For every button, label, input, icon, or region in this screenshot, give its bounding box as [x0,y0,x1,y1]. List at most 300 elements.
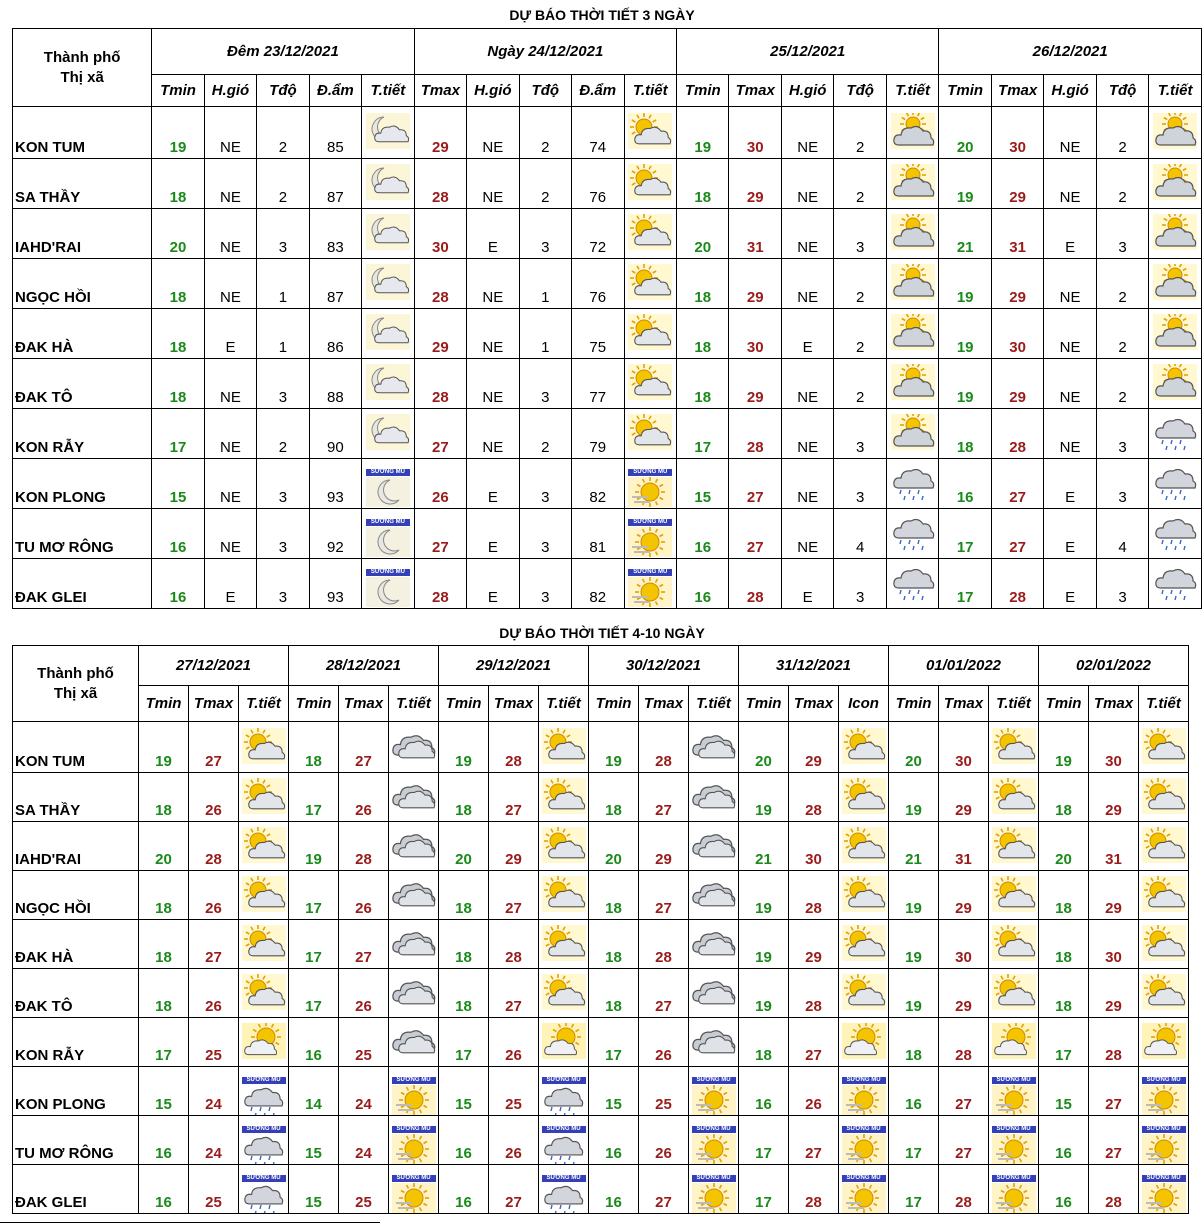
weather-cell [362,409,415,459]
wind-level: 1 [257,259,309,309]
mostly-cloudy-icon [891,112,935,149]
tmin-value: 17 [739,1165,789,1214]
column-header: Tmax [1089,686,1139,722]
night-fog-icon [366,519,410,557]
wind-direction: NE [204,409,256,459]
tmax-value: 26 [189,871,239,920]
weather-cell [1149,359,1202,409]
tmax-value: 27 [489,871,539,920]
wind-direction: NE [1044,159,1096,209]
tmax-value: 24 [339,1116,389,1165]
night-cloudy-icon [366,163,410,200]
tmin-value: 15 [439,1067,489,1116]
city-header: Thành phố Thị xã [13,29,152,107]
wind-direction: NE [467,409,519,459]
tmax-value: 25 [189,1018,239,1067]
weather-cell [989,1116,1039,1165]
tmax-value: 27 [729,459,781,509]
tmin-value: 19 [939,309,991,359]
fog-sun-icon [628,569,672,607]
humidity-value: 93 [309,459,361,509]
partly-cloudy-icon [842,924,886,961]
weather-cell [539,871,589,920]
tmin-value: 16 [677,559,729,609]
fog-sun-icon [392,1126,436,1164]
tmax-value: 31 [1089,822,1139,871]
tmax-value: 28 [729,559,781,609]
tmin-value: 18 [139,773,189,822]
wind-level: 3 [257,459,309,509]
tmax-value: 25 [639,1067,689,1116]
tmax-value: 24 [189,1116,239,1165]
wind-level: 3 [257,209,309,259]
mostly-cloudy-icon [1153,163,1197,200]
city-name: KON RẪY [13,409,152,459]
tmin-value: 21 [889,822,939,871]
light-rain-icon [891,563,935,600]
tmin-value: 20 [439,822,489,871]
wind-level: 2 [1096,309,1148,359]
tmax-value: 29 [939,969,989,1018]
city-header: Thành phố Thị xã [13,646,139,722]
partly-cloudy-icon [842,777,886,814]
humidity-value: 74 [572,107,624,159]
column-header: Tmax [729,75,781,107]
weather-cell [1139,1018,1189,1067]
weather-cell [689,722,739,773]
tmax-value: 27 [489,1165,539,1214]
tmin-value: 18 [739,1018,789,1067]
wind-direction: NE [467,159,519,209]
wind-level: 3 [519,209,571,259]
city-name: ĐAK GLEI [13,1165,139,1214]
weather-cell [839,773,889,822]
tmax-value: 27 [339,722,389,773]
tmax-value: 29 [729,159,781,209]
wind-direction: NE [781,459,833,509]
fog-label: SƯƠNG MÙ [366,469,410,476]
weather-cell [1139,1067,1189,1116]
wind-direction: NE [467,259,519,309]
fog-label: SƯƠNG MÙ [1142,1175,1186,1182]
weather-cell [624,359,677,409]
weather-cell [389,969,439,1018]
column-header: Tmax [991,75,1043,107]
humidity-value: 75 [572,309,624,359]
fog-sun-icon [1142,1077,1186,1115]
weather-cell [839,1018,889,1067]
tmin-value: 17 [889,1165,939,1214]
fog-sun-icon [992,1126,1036,1164]
wind-level: 2 [834,359,886,409]
tmax-value: 27 [1089,1067,1139,1116]
tmax-value: 27 [489,773,539,822]
table-row [13,1067,1189,1116]
column-header: Tmin [739,686,789,722]
mostly-cloudy-icon [891,213,935,250]
partly-cloudy-icon [842,727,886,764]
period-header: Ngày 24/12/2021 [414,29,676,75]
tmin-value: 17 [152,409,204,459]
tmax-value: 29 [991,159,1043,209]
tmin-value: 18 [439,773,489,822]
fog-rain-icon [242,1175,286,1213]
weather-cell [389,1165,439,1214]
cloudy-icon [392,1022,436,1059]
tmax-value: 27 [639,969,689,1018]
weather-cell [239,822,289,871]
tmin-value: 15 [289,1165,339,1214]
weather-cell [539,969,589,1018]
tmax-value: 29 [991,359,1043,409]
tmin-value: 18 [139,969,189,1018]
tmin-value: 19 [139,722,189,773]
tmax-value: 30 [991,309,1043,359]
tmin-value: 15 [677,459,729,509]
fog-rain-icon [242,1077,286,1115]
weather-cell [389,822,439,871]
wind-direction: E [781,559,833,609]
fog-sun-icon [1142,1175,1186,1213]
weather-cell [239,1018,289,1067]
fog-sun-icon [692,1175,736,1213]
column-header: Tmin [289,686,339,722]
tmin-value: 17 [939,509,991,559]
tmin-value: 15 [152,459,204,509]
wind-level: 2 [1096,107,1148,159]
city-name: IAHD'RAI [13,209,152,259]
weather-cell [624,409,677,459]
column-header: Tmin [939,75,991,107]
mostly-cloudy-icon [891,413,935,450]
city-name: KON TUM [13,107,152,159]
tmin-value: 16 [1039,1165,1089,1214]
city-name: KON PLONG [13,459,152,509]
tmin-value: 18 [289,722,339,773]
humidity-value: 86 [309,309,361,359]
wind-level: 2 [519,107,571,159]
tmin-value: 17 [677,409,729,459]
column-header: Tmin [1039,686,1089,722]
cloudy-icon [392,875,436,912]
column-header: H.gió [781,75,833,107]
table-row [13,209,1202,259]
tmax-value: 27 [789,1116,839,1165]
wind-direction: NE [781,209,833,259]
tmin-value: 20 [739,722,789,773]
column-header: Tmin [139,686,189,722]
table-row [13,509,1202,559]
partly-cloudy-icon [628,313,672,350]
tmax-value: 27 [639,1165,689,1214]
tmax-value: 29 [789,722,839,773]
tmin-value: 19 [589,722,639,773]
fog-label: SƯƠNG MÙ [992,1175,1036,1182]
fog-label: SƯƠNG MÙ [842,1175,886,1182]
weather-cell [539,1067,589,1116]
weather-cell [989,722,1039,773]
humidity-value: 93 [309,559,361,609]
tmin-value: 18 [677,309,729,359]
night-fog-icon [366,469,410,507]
tmin-value: 18 [1039,871,1089,920]
tmax-value: 28 [414,359,466,409]
fog-rain-icon [542,1175,586,1213]
tmin-value: 16 [139,1116,189,1165]
cloudy-icon [392,826,436,863]
wind-direction: E [467,559,519,609]
humidity-value: 76 [572,159,624,209]
fog-sun-icon [692,1126,736,1164]
wind-direction: NE [204,259,256,309]
light-rain-icon [891,513,935,550]
partly-cloudy-icon [542,924,586,961]
tmax-value: 28 [489,722,539,773]
city-name: ĐAK TÔ [13,969,139,1018]
city-name: KON RẪY [13,1018,139,1067]
tmin-value: 19 [939,159,991,209]
night-cloudy-icon [366,363,410,400]
city-name: ĐAK HÀ [13,920,139,969]
wind-direction: E [1044,459,1096,509]
weather-cell [389,773,439,822]
tmin-value: 17 [289,969,339,1018]
wind-direction: E [467,459,519,509]
column-header: T.tiết [886,75,939,107]
wind-level: 3 [1096,459,1148,509]
mostly-cloudy-icon [1153,112,1197,149]
wind-level: 1 [519,259,571,309]
fog-sun-icon [1142,1126,1186,1164]
tmax-value: 28 [414,159,466,209]
wind-direction: NE [781,107,833,159]
cloudy-icon [692,924,736,961]
weather-cell [389,871,439,920]
tmax-value: 26 [489,1018,539,1067]
humidity-value: 88 [309,359,361,409]
wind-level: 4 [1096,509,1148,559]
sunny-cloud-icon [992,1022,1036,1059]
tmax-value: 27 [639,871,689,920]
weather-cell [989,1018,1039,1067]
fog-label: SƯƠNG MÙ [242,1175,286,1182]
tmin-value: 18 [589,871,639,920]
wind-direction: E [467,509,519,559]
weather-cell [689,1067,739,1116]
tmin-value: 20 [589,822,639,871]
partly-cloudy-icon [992,973,1036,1010]
wind-direction: NE [1044,309,1096,359]
column-header: T.tiết [689,686,739,722]
weather-cell [1149,107,1202,159]
weather-cell [689,969,739,1018]
fog-label: SƯƠNG MÙ [692,1077,736,1084]
tmin-value: 19 [939,359,991,409]
tmax-value: 30 [1089,920,1139,969]
wind-direction: NE [781,359,833,409]
weather-cell [389,722,439,773]
column-header: Icon [839,686,889,722]
night-cloudy-icon [366,112,410,149]
tmin-value: 18 [152,309,204,359]
table-row [13,159,1202,209]
tmax-value: 27 [414,409,466,459]
light-rain-icon [1153,413,1197,450]
weather-cell [239,920,289,969]
wind-direction: NE [781,409,833,459]
fog-label: SƯƠNG MÙ [542,1077,586,1084]
tmin-value: 21 [739,822,789,871]
wind-level: 3 [834,409,886,459]
tmin-value: 18 [152,259,204,309]
period-header: 27/12/2021 [139,646,289,686]
tmin-value: 18 [439,920,489,969]
cloudy-icon [692,777,736,814]
wind-level: 1 [519,309,571,359]
fog-sun-icon [392,1077,436,1115]
weather-cell [1149,209,1202,259]
column-header: T.tiết [1149,75,1202,107]
weather-cell [689,773,739,822]
column-header: Tmin [677,75,729,107]
humidity-value: 87 [309,159,361,209]
humidity-value: 81 [572,509,624,559]
partly-cloudy-icon [242,924,286,961]
tmax-value: 30 [939,920,989,969]
table-row [13,969,1189,1018]
tmin-value: 16 [939,459,991,509]
period-header: 30/12/2021 [589,646,739,686]
mostly-cloudy-icon [891,263,935,300]
tmax-value: 27 [1089,1116,1139,1165]
tmax-value: 28 [939,1165,989,1214]
weather-cell [239,1165,289,1214]
table-row [13,259,1202,309]
column-header: Tmax [414,75,466,107]
sunny-cloud-icon [542,1022,586,1059]
wind-direction: NE [204,459,256,509]
tmin-value: 16 [1039,1116,1089,1165]
partly-cloudy-icon [842,826,886,863]
city-name: KON TUM [13,722,139,773]
tmax-value: 28 [414,559,466,609]
weather-cell [362,209,415,259]
tmax-value: 25 [339,1165,389,1214]
wind-direction: E [1044,209,1096,259]
tmin-value: 20 [677,209,729,259]
tmax-value: 26 [489,1116,539,1165]
weather-cell [886,159,939,209]
tmax-value: 30 [414,209,466,259]
forecast-4-10-day-table [12,645,1189,1214]
tmin-value: 19 [889,773,939,822]
wind-level: 2 [1096,359,1148,409]
table-row [13,773,1189,822]
fog-label: SƯƠNG MÙ [692,1175,736,1182]
wind-level: 2 [519,409,571,459]
tmin-value: 19 [739,920,789,969]
partly-cloudy-icon [242,777,286,814]
weather-cell [624,159,677,209]
tmin-value: 19 [289,822,339,871]
tmax-value: 30 [939,722,989,773]
wind-level: 3 [1096,409,1148,459]
weather-cell [689,822,739,871]
column-header: T.tiết [389,686,439,722]
humidity-value: 87 [309,259,361,309]
tmax-value: 29 [414,107,466,159]
tmin-value: 16 [677,509,729,559]
humidity-value: 76 [572,259,624,309]
mostly-cloudy-icon [1153,363,1197,400]
partly-cloudy-icon [628,363,672,400]
night-cloudy-icon [366,413,410,450]
weather-cell [989,1165,1039,1214]
fog-label: SƯƠNG MÙ [366,569,410,576]
tmax-value: 27 [414,509,466,559]
tmax-value: 27 [339,920,389,969]
tmax-value: 29 [1089,871,1139,920]
fog-sun-icon [992,1175,1036,1213]
humidity-value: 85 [309,107,361,159]
weather-cell [886,409,939,459]
wind-level: 3 [834,559,886,609]
partly-cloudy-icon [242,727,286,764]
column-header: Tmax [489,686,539,722]
tmin-value: 16 [889,1067,939,1116]
weather-cell [689,920,739,969]
weather-cell [389,1018,439,1067]
period-header: 01/01/2022 [889,646,1039,686]
night-cloudy-icon [366,213,410,250]
weather-cell [886,209,939,259]
wind-level: 2 [834,259,886,309]
weather-cell [886,509,939,559]
weather-cell [539,722,589,773]
wind-direction: NE [467,359,519,409]
tmin-value: 16 [289,1018,339,1067]
tmax-value: 27 [729,509,781,559]
column-header: T.tiết [362,75,415,107]
tmax-value: 28 [639,920,689,969]
weather-cell [624,559,677,609]
tmax-value: 29 [1089,773,1139,822]
wind-level: 3 [1096,559,1148,609]
column-header: Tđộ [834,75,886,107]
tmin-value: 18 [589,969,639,1018]
night-cloudy-icon [366,313,410,350]
tmin-value: 19 [739,969,789,1018]
tmin-value: 15 [589,1067,639,1116]
tmax-value: 28 [1089,1165,1139,1214]
wind-level: 1 [257,309,309,359]
tmin-value: 18 [677,259,729,309]
partly-cloudy-icon [628,413,672,450]
tmin-value: 19 [739,871,789,920]
fog-label: SƯƠNG MÙ [242,1126,286,1133]
partly-cloudy-icon [542,777,586,814]
mostly-cloudy-icon [1153,313,1197,350]
city-name: TU MƠ RÔNG [13,1116,139,1165]
humidity-value: 82 [572,459,624,509]
tmin-value: 17 [289,871,339,920]
tmin-value: 19 [677,107,729,159]
partly-cloudy-icon [242,826,286,863]
wind-direction: NE [467,309,519,359]
tmax-value: 30 [729,309,781,359]
wind-level: 2 [257,409,309,459]
partly-cloudy-icon [1142,826,1186,863]
